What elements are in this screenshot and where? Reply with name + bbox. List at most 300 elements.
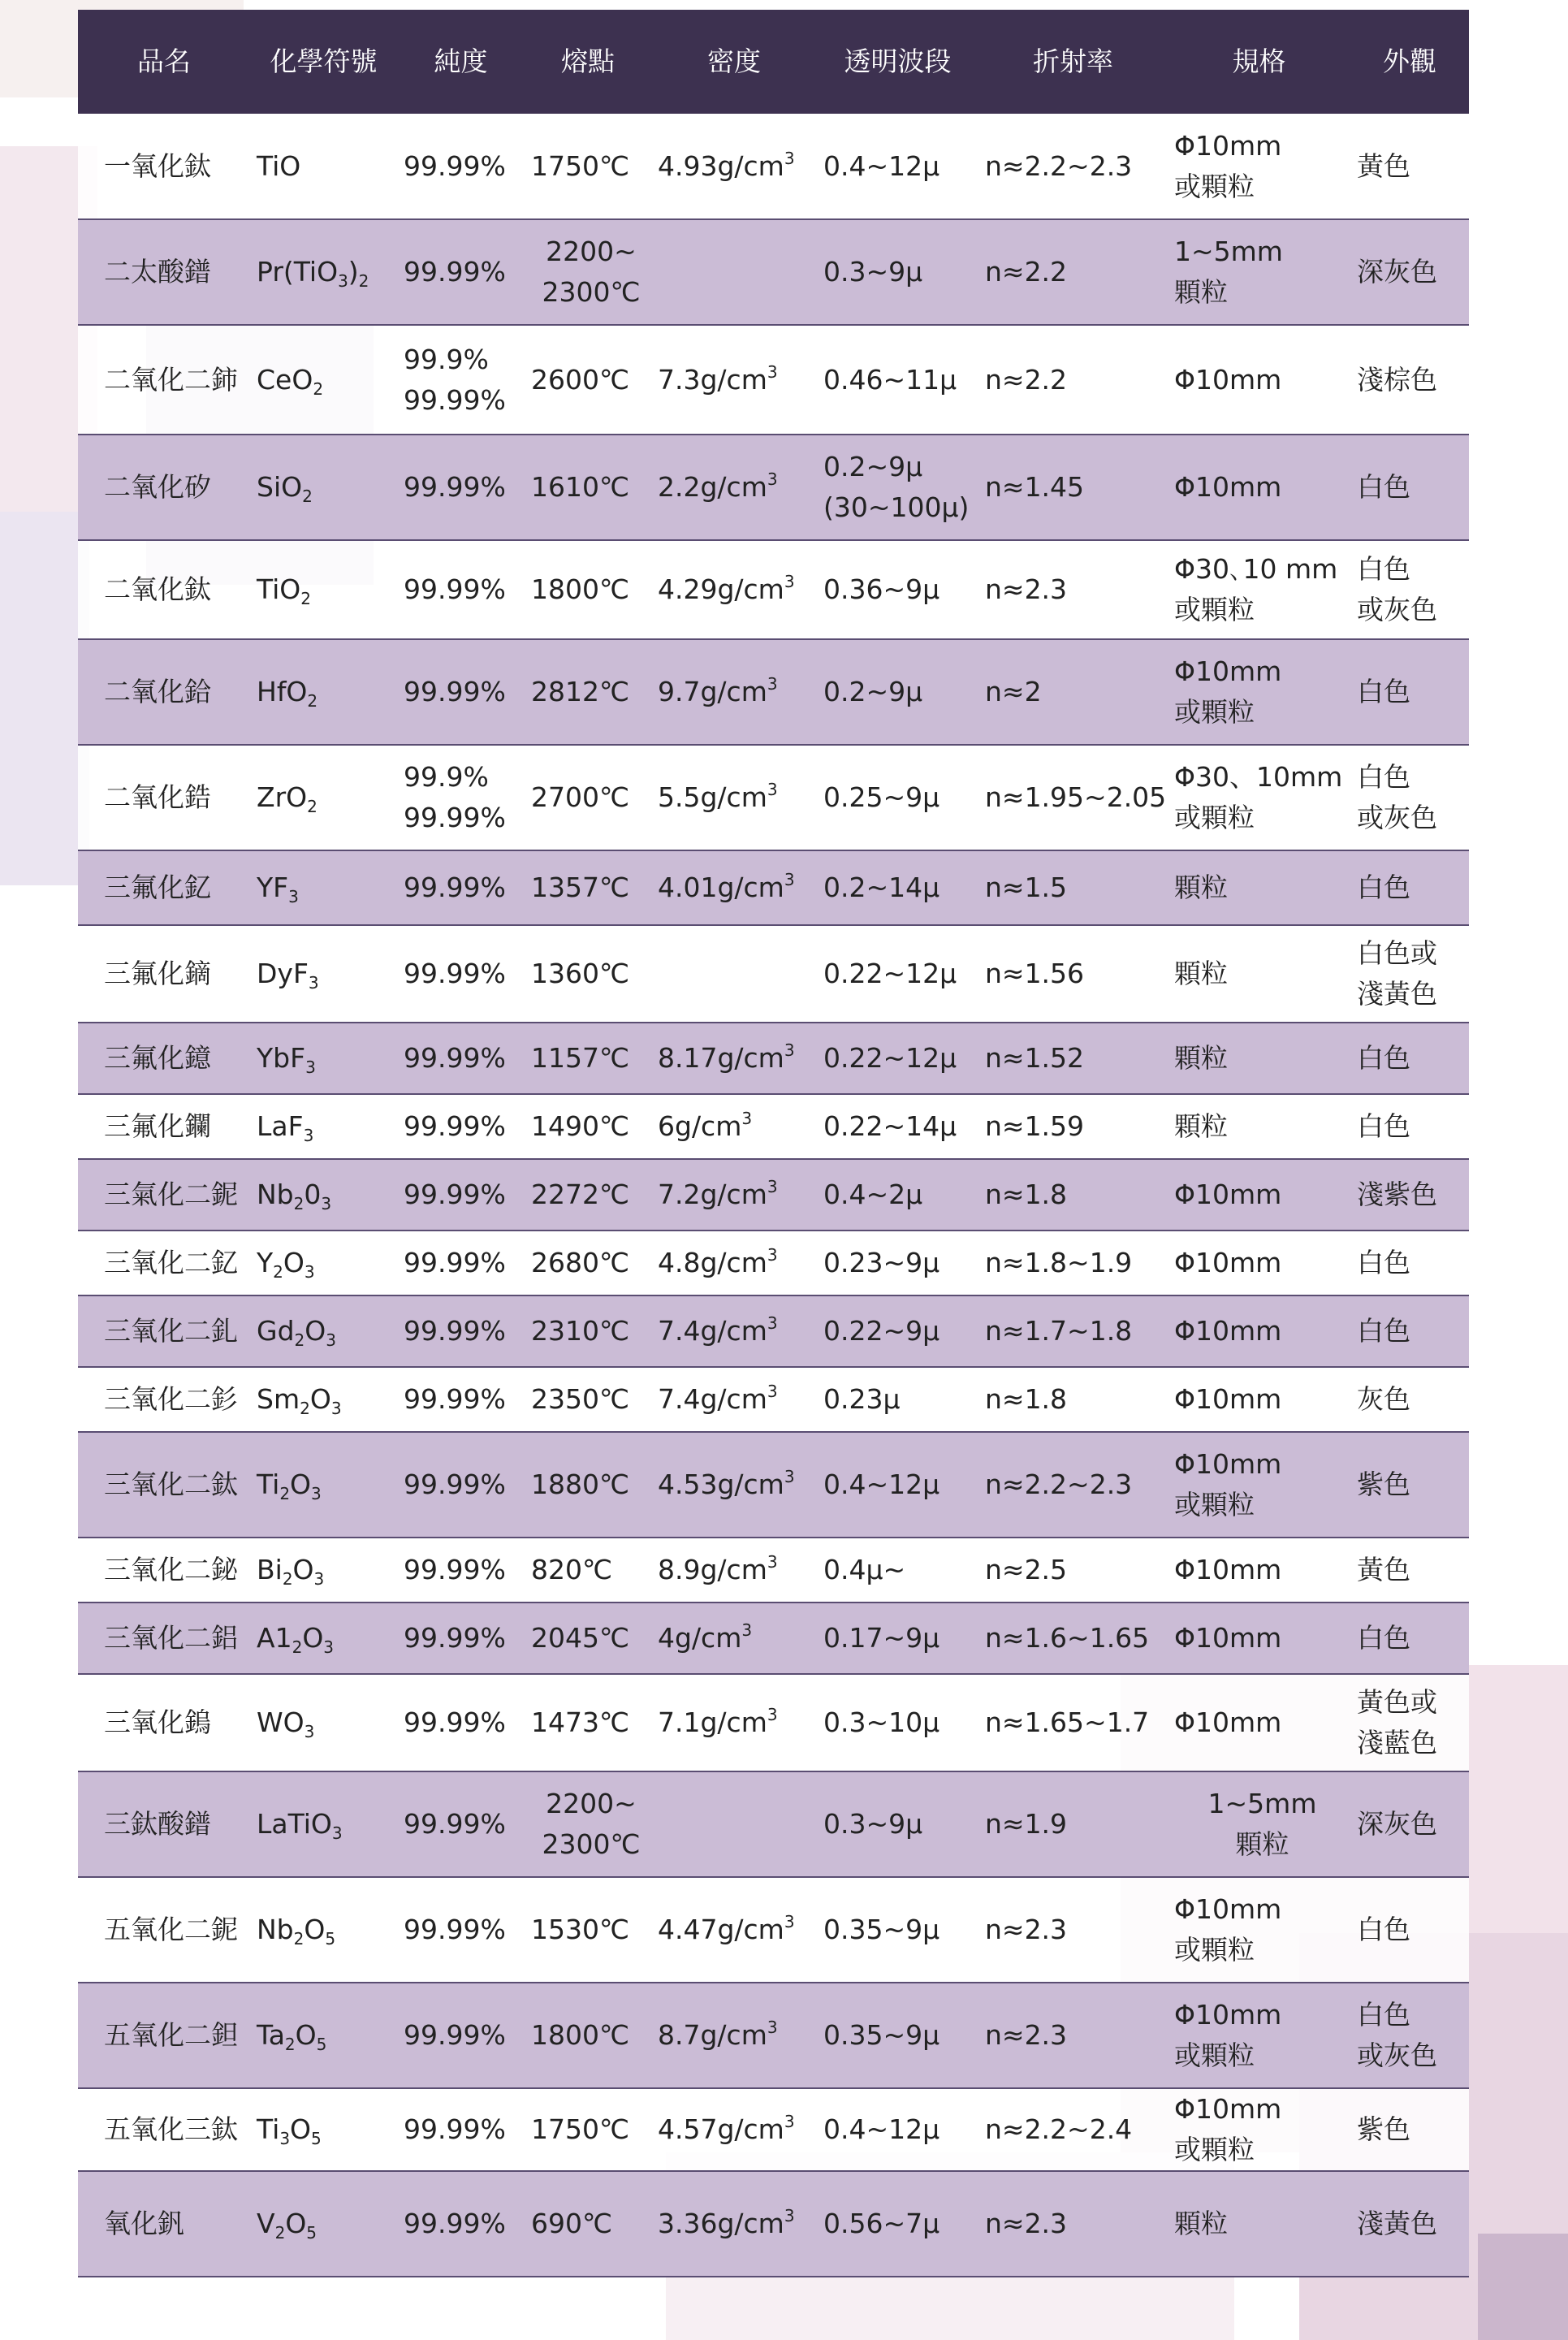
formula-part: Ti (257, 1468, 280, 1500)
density-value: 4.01g/cm (658, 872, 784, 903)
density (658, 1618, 817, 1659)
chemical-formula (257, 672, 397, 712)
material-name-cell (78, 540, 250, 639)
density (658, 672, 817, 712)
formula-part: 3 (304, 1262, 315, 1282)
appearance: 白色 (1357, 1042, 1410, 1074)
melting-point: 1610℃ (531, 471, 630, 503)
material-name-cell (78, 1877, 250, 1983)
spec-cell (1168, 1295, 1350, 1367)
formula-part: YF (257, 872, 289, 903)
formula-part: 2 (279, 1484, 291, 1503)
purity: 99.99% (404, 1914, 506, 1945)
transparent-band: 0.4~12μ (823, 1468, 940, 1500)
column-header-transparent-band: 透明波段 (817, 10, 978, 114)
spec-cell (1168, 2088, 1350, 2171)
chemical-formula-cell (250, 1295, 397, 1367)
refractive-index: n≈2.3 (985, 2019, 1068, 2051)
density-value: 7.4g/cm (658, 1315, 767, 1347)
formula-part: Bi (257, 1554, 283, 1585)
chemical-formula-cell (250, 2088, 397, 2171)
column-header-name: 品名 (78, 10, 250, 114)
density-value: 6g/cm (658, 1110, 742, 1142)
background-tile (1478, 2234, 1568, 2340)
melting-point: 1157℃ (531, 1042, 630, 1074)
spec-cell (1168, 1159, 1350, 1231)
refractive-index-cell (978, 1432, 1168, 1538)
melting-point-cell (525, 1094, 651, 1159)
formula-part: LaF (257, 1110, 304, 1142)
density (658, 1243, 817, 1283)
refractive-index-cell (978, 2088, 1168, 2171)
formula-part: O (304, 1914, 326, 1945)
transparent-band-cell (817, 1771, 978, 1877)
transparent-band: 0.46~11μ (823, 363, 957, 396)
material-name-cell (78, 1159, 250, 1231)
chemical-formula-cell (250, 325, 397, 435)
spec-cell (1168, 1432, 1350, 1538)
melting-point-cell (525, 1432, 651, 1538)
purity: 99.99% (404, 573, 506, 605)
purity-cell (397, 1983, 525, 2088)
spec: 顆粒 (1174, 958, 1228, 989)
chemical-formula-cell (250, 1432, 397, 1538)
melting-point-cell (525, 1538, 651, 1603)
material-name-cell (78, 850, 250, 925)
appearance-cell (1350, 219, 1469, 325)
table-row (78, 1231, 1469, 1295)
density (658, 146, 817, 187)
table-row (78, 1983, 1469, 2088)
appearance: 白色 (1357, 471, 1410, 503)
density-cell (651, 1603, 817, 1674)
transparent-band: 0.35~9μ (823, 1914, 940, 1945)
formula-part: 2 (313, 378, 324, 399)
table-header-row (78, 10, 1469, 114)
formula-part: 2 (307, 691, 318, 711)
refractive-index-cell (978, 1159, 1168, 1231)
chemical-formula-cell (250, 219, 397, 325)
formula-part: Nb (257, 1179, 294, 1210)
formula-part: 0 (304, 1179, 322, 1210)
material-name-cell (78, 1367, 250, 1432)
melting-point: 1750℃ (531, 2113, 630, 2145)
density-value: 7.4g/cm (658, 1383, 767, 1415)
transparent-band-cell (817, 2171, 978, 2277)
transparent-band-cell (817, 1159, 978, 1231)
density-value: 8.9g/cm (658, 1554, 767, 1585)
density-value: 4.29g/cm (658, 573, 784, 605)
formula-part: Sm (257, 1383, 300, 1415)
material-name: 五氧化二鈮 (104, 1914, 238, 1945)
column-header-appearance: 外觀 (1350, 10, 1469, 114)
table-row (78, 639, 1469, 745)
purity: 99.99% (404, 1315, 506, 1347)
formula-part: O (285, 2208, 307, 2239)
transparent-band-cell (817, 114, 978, 219)
melting-point-cell (525, 219, 651, 325)
density-cell (651, 325, 817, 435)
spec-cell (1168, 1367, 1350, 1432)
density (658, 867, 817, 908)
material-name-cell (78, 1603, 250, 1674)
purity-cell (397, 219, 525, 325)
melting-point: 2310℃ (531, 1315, 630, 1347)
material-name-cell (78, 639, 250, 745)
appearance-cell (1350, 1094, 1469, 1159)
appearance-cell (1350, 1231, 1469, 1295)
chemical-formula (257, 1379, 397, 1420)
density-cell (651, 1159, 817, 1231)
purity-cell (397, 1159, 525, 1231)
purity-cell (397, 325, 525, 435)
spec: Φ10mm (1174, 363, 1282, 396)
refractive-index-cell (978, 1367, 1168, 1432)
chemical-formula (257, 1243, 397, 1283)
material-name-cell (78, 1023, 250, 1094)
chemical-formula (257, 1618, 397, 1659)
melting-point: 1473℃ (531, 1706, 630, 1738)
material-name: 三氧化二釔 (104, 1247, 238, 1278)
refractive-index-cell (978, 850, 1168, 925)
formula-part: Y (257, 1247, 274, 1278)
appearance: 白色 (1357, 1247, 1410, 1278)
spec: 顆粒 (1174, 2208, 1228, 2239)
material-name-cell (78, 1295, 250, 1367)
purity: 99.99% (404, 1706, 506, 1738)
density-value: 4g/cm (658, 1622, 742, 1654)
density (658, 1038, 817, 1079)
refractive-index: n≈1.8~1.9 (985, 1247, 1133, 1278)
density-cell (651, 540, 817, 639)
density-cell (651, 925, 817, 1023)
chemical-formula (257, 146, 397, 187)
appearance-cell (1350, 2171, 1469, 2277)
purity: 99.99% (404, 1383, 506, 1415)
spec: 1~5mm 顆粒 (1174, 236, 1283, 308)
density-exponent: 3 (767, 469, 778, 489)
table-row (78, 1159, 1469, 1231)
refractive-index-cell (978, 114, 1168, 219)
appearance: 白色或 淺黃色 (1357, 937, 1437, 1010)
transparent-band: 0.4~12μ (823, 149, 940, 182)
density-value: 4.47g/cm (658, 1914, 784, 1945)
table-row (78, 540, 1469, 639)
formula-part: TiO (257, 149, 301, 182)
density-exponent: 3 (784, 1912, 795, 1931)
refractive-index: n≈2.5 (985, 1554, 1068, 1585)
chemical-formula (257, 2204, 397, 2244)
material-name-cell (78, 925, 250, 1023)
transparent-band-cell (817, 1983, 978, 2088)
refractive-index: n≈1.9 (985, 1808, 1068, 1840)
table-row (78, 1295, 1469, 1367)
formula-part: O (295, 2019, 317, 2051)
melting-point-cell (525, 2171, 651, 2277)
spec-cell (1168, 1983, 1350, 2088)
table-row (78, 1674, 1469, 1771)
melting-point: 2600℃ (531, 363, 630, 396)
table-row (78, 325, 1469, 435)
transparent-band: 0.4~12μ (823, 2113, 940, 2145)
formula-part: 2 (302, 487, 313, 506)
formula-part: ) (348, 256, 359, 288)
column-header-formula: 化學符號 (250, 10, 397, 114)
melting-point: 1880℃ (531, 1468, 630, 1500)
appearance: 白色 (1357, 1622, 1410, 1654)
formula-part: 3 (303, 1126, 314, 1145)
density-value: 4.93g/cm (658, 149, 784, 182)
formula-part: O (290, 1468, 312, 1500)
chemical-formula-cell (250, 1674, 397, 1771)
chemical-formula (257, 1702, 397, 1743)
purity-cell (397, 639, 525, 745)
purity: 99.99% (404, 1042, 506, 1074)
refractive-index: n≈1.56 (985, 958, 1085, 989)
formula-part: TiO (257, 573, 301, 605)
transparent-band-cell (817, 745, 978, 850)
melting-point: 1750℃ (531, 149, 630, 182)
density (658, 1550, 817, 1590)
purity-cell (397, 1538, 525, 1603)
refractive-index: n≈2.2~2.3 (985, 1468, 1133, 1500)
melting-point-cell (525, 850, 651, 925)
chemical-formula-cell (250, 1231, 397, 1295)
formula-part: O (302, 1622, 324, 1654)
formula-part: 3 (331, 1823, 343, 1843)
spec-cell (1168, 114, 1350, 219)
density-cell (651, 114, 817, 219)
appearance-cell (1350, 435, 1469, 540)
refractive-index-cell (978, 540, 1168, 639)
transparent-band: 0.36~9μ (823, 573, 940, 605)
formula-part: 5 (311, 2129, 322, 2148)
table-row (78, 925, 1469, 1023)
appearance: 白色 或灰色 (1357, 1999, 1437, 2071)
melting-point: 2272℃ (531, 1179, 630, 1210)
refractive-index: n≈2.2~2.3 (985, 149, 1133, 182)
formula-part: 3 (338, 271, 348, 291)
formula-part: Gd (257, 1315, 295, 1347)
material-name: 五氧化三鈦 (104, 2113, 238, 2145)
refractive-index-cell (978, 2171, 1168, 2277)
density-exponent: 3 (784, 148, 795, 168)
spec-cell (1168, 1538, 1350, 1603)
chemical-formula-cell (250, 435, 397, 540)
spec-cell (1168, 540, 1350, 639)
formula-part: O (292, 1554, 314, 1585)
spec-cell (1168, 435, 1350, 540)
transparent-band: 0.3~10μ (823, 1706, 940, 1738)
refractive-index-cell (978, 1877, 1168, 1983)
density-value: 2.2g/cm (658, 471, 767, 503)
purity: 99.99% (404, 1179, 506, 1210)
purity: 99.99% (404, 1247, 506, 1278)
material-name: 一氧化鈦 (104, 149, 211, 182)
appearance: 淺紫色 (1357, 1179, 1437, 1210)
material-name-cell (78, 1094, 250, 1159)
refractive-index-cell (978, 1674, 1168, 1771)
density (658, 1379, 817, 1420)
formula-part: 3 (311, 1484, 322, 1503)
purity: 99.99% (404, 958, 506, 989)
density-value: 8.17g/cm (658, 1042, 784, 1074)
material-name: 三氧化鎢 (104, 1706, 211, 1738)
appearance-cell (1350, 2088, 1469, 2171)
formula-part: V (257, 2208, 275, 2239)
formula-part: DyF (257, 958, 309, 989)
transparent-band: 0.25~9μ (823, 781, 940, 813)
transparent-band-cell (817, 850, 978, 925)
purity: 99.99% (404, 1808, 506, 1840)
density-exponent: 3 (767, 1313, 778, 1333)
spec-cell (1168, 1603, 1350, 1674)
density-exponent: 3 (767, 674, 778, 694)
refractive-index-cell (978, 1295, 1168, 1367)
spec-cell (1168, 1023, 1350, 1094)
spec: Φ10mm 或顆粒 (1174, 1999, 1282, 2071)
refractive-index: n≈2.3 (985, 1914, 1068, 1945)
transparent-band: 0.2~9μ (823, 676, 923, 707)
purity: 99.99% (404, 1110, 506, 1142)
purity: 99.99% (404, 1554, 506, 1585)
refractive-index-cell (978, 1231, 1168, 1295)
chemical-formula (257, 1804, 397, 1845)
density-cell (651, 1295, 817, 1367)
density-value: 9.7g/cm (658, 676, 767, 707)
chemical-formula (257, 252, 397, 292)
transparent-band-cell (817, 1094, 978, 1159)
table-row (78, 1877, 1469, 1983)
density-cell (651, 1771, 817, 1877)
formula-part: 3 (288, 887, 299, 906)
purity-cell (397, 114, 525, 219)
column-header-spec: 規格 (1168, 10, 1350, 114)
spec-cell (1168, 325, 1350, 435)
density-exponent: 3 (741, 1109, 753, 1128)
density-exponent: 3 (767, 1552, 778, 1572)
table-row (78, 219, 1469, 325)
transparent-band: 0.22~12μ (823, 1042, 957, 1074)
melting-point-cell (525, 2088, 651, 2171)
purity: 99.9% 99.99% (404, 761, 506, 833)
appearance: 白色 或灰色 (1357, 761, 1437, 833)
appearance: 紫色 (1357, 2113, 1410, 2145)
spec: 顆粒 (1174, 1042, 1228, 1074)
spec-cell (1168, 639, 1350, 745)
purity: 99.99% (404, 471, 506, 503)
purity: 99.9% 99.99% (404, 343, 506, 416)
melting-point: 2200~ 2300℃ (542, 236, 641, 308)
formula-part: O (305, 1315, 326, 1347)
density-cell (651, 1023, 817, 1094)
melting-point-cell (525, 925, 651, 1023)
purity: 99.99% (404, 1622, 506, 1654)
table-row (78, 1771, 1469, 1877)
formula-part: O (290, 2113, 312, 2145)
formula-part: 2 (307, 797, 317, 816)
formula-part: Nb (257, 1914, 294, 1945)
column-header-refractive-index: 折射率 (978, 10, 1168, 114)
density (658, 360, 817, 400)
spec: Φ10mm (1174, 1247, 1282, 1278)
melting-point: 1800℃ (531, 2019, 630, 2051)
material-name: 二氧化二鈰 (104, 363, 238, 396)
refractive-index-cell (978, 1983, 1168, 2088)
formula-part: 3 (308, 973, 319, 993)
melting-point-cell (525, 1159, 651, 1231)
density-exponent: 3 (784, 870, 795, 889)
purity-cell (397, 1674, 525, 1771)
density-exponent: 3 (767, 1382, 778, 1401)
refractive-index-cell (978, 1771, 1168, 1877)
formula-part: 2 (274, 2223, 286, 2243)
chemical-formula (257, 1106, 397, 1147)
table-row (78, 2171, 1469, 2277)
appearance-cell (1350, 1159, 1469, 1231)
melting-point: 1530℃ (531, 1914, 630, 1945)
chemical-formula (257, 2015, 397, 2056)
density-exponent: 3 (767, 1177, 778, 1196)
formula-part: HfO (257, 676, 308, 707)
density (658, 1702, 817, 1743)
chemical-formula-cell (250, 1771, 397, 1877)
refractive-index-cell (978, 325, 1168, 435)
transparent-band: 0.2~9μ (30~100μ) (823, 451, 970, 523)
melting-point-cell (525, 1603, 651, 1674)
refractive-index-cell (978, 219, 1168, 325)
melting-point-cell (525, 1877, 651, 1983)
purity: 99.99% (404, 2019, 506, 2051)
material-name-cell (78, 1538, 250, 1603)
chemical-formula (257, 954, 397, 994)
background-tile (0, 512, 89, 885)
chemical-formula-cell (250, 1023, 397, 1094)
appearance: 白色 (1357, 1914, 1410, 1945)
appearance: 白色 (1357, 1110, 1410, 1142)
density (658, 2109, 817, 2150)
formula-part: O (309, 1383, 331, 1415)
transparent-band: 0.2~14μ (823, 872, 940, 903)
refractive-index: n≈1.95~2.05 (985, 781, 1167, 813)
transparent-band-cell (817, 435, 978, 540)
table-row (78, 435, 1469, 540)
density-cell (651, 745, 817, 850)
appearance: 白色 或灰色 (1357, 553, 1437, 625)
material-name: 三氟化鏑 (104, 958, 211, 989)
spec-cell (1168, 1094, 1350, 1159)
refractive-index: n≈1.45 (985, 471, 1085, 503)
refractive-index-cell (978, 1538, 1168, 1603)
material-name: 三氧化二釤 (104, 1383, 238, 1415)
refractive-index: n≈2.3 (985, 573, 1068, 605)
melting-point-cell (525, 1295, 651, 1367)
purity-cell (397, 1603, 525, 1674)
appearance-cell (1350, 1603, 1469, 1674)
appearance-cell (1350, 540, 1469, 639)
purity-cell (397, 1367, 525, 1432)
spec-cell (1168, 850, 1350, 925)
chemical-formula (257, 569, 397, 610)
purity: 99.99% (404, 2113, 506, 2145)
chemical-formula (257, 467, 397, 508)
formula-part: 3 (321, 1194, 332, 1213)
transparent-band-cell (817, 1231, 978, 1295)
refractive-index-cell (978, 435, 1168, 540)
melting-point: 2045℃ (531, 1622, 630, 1654)
transparent-band-cell (817, 1603, 978, 1674)
appearance: 黃色或 淺藍色 (1357, 1686, 1437, 1758)
